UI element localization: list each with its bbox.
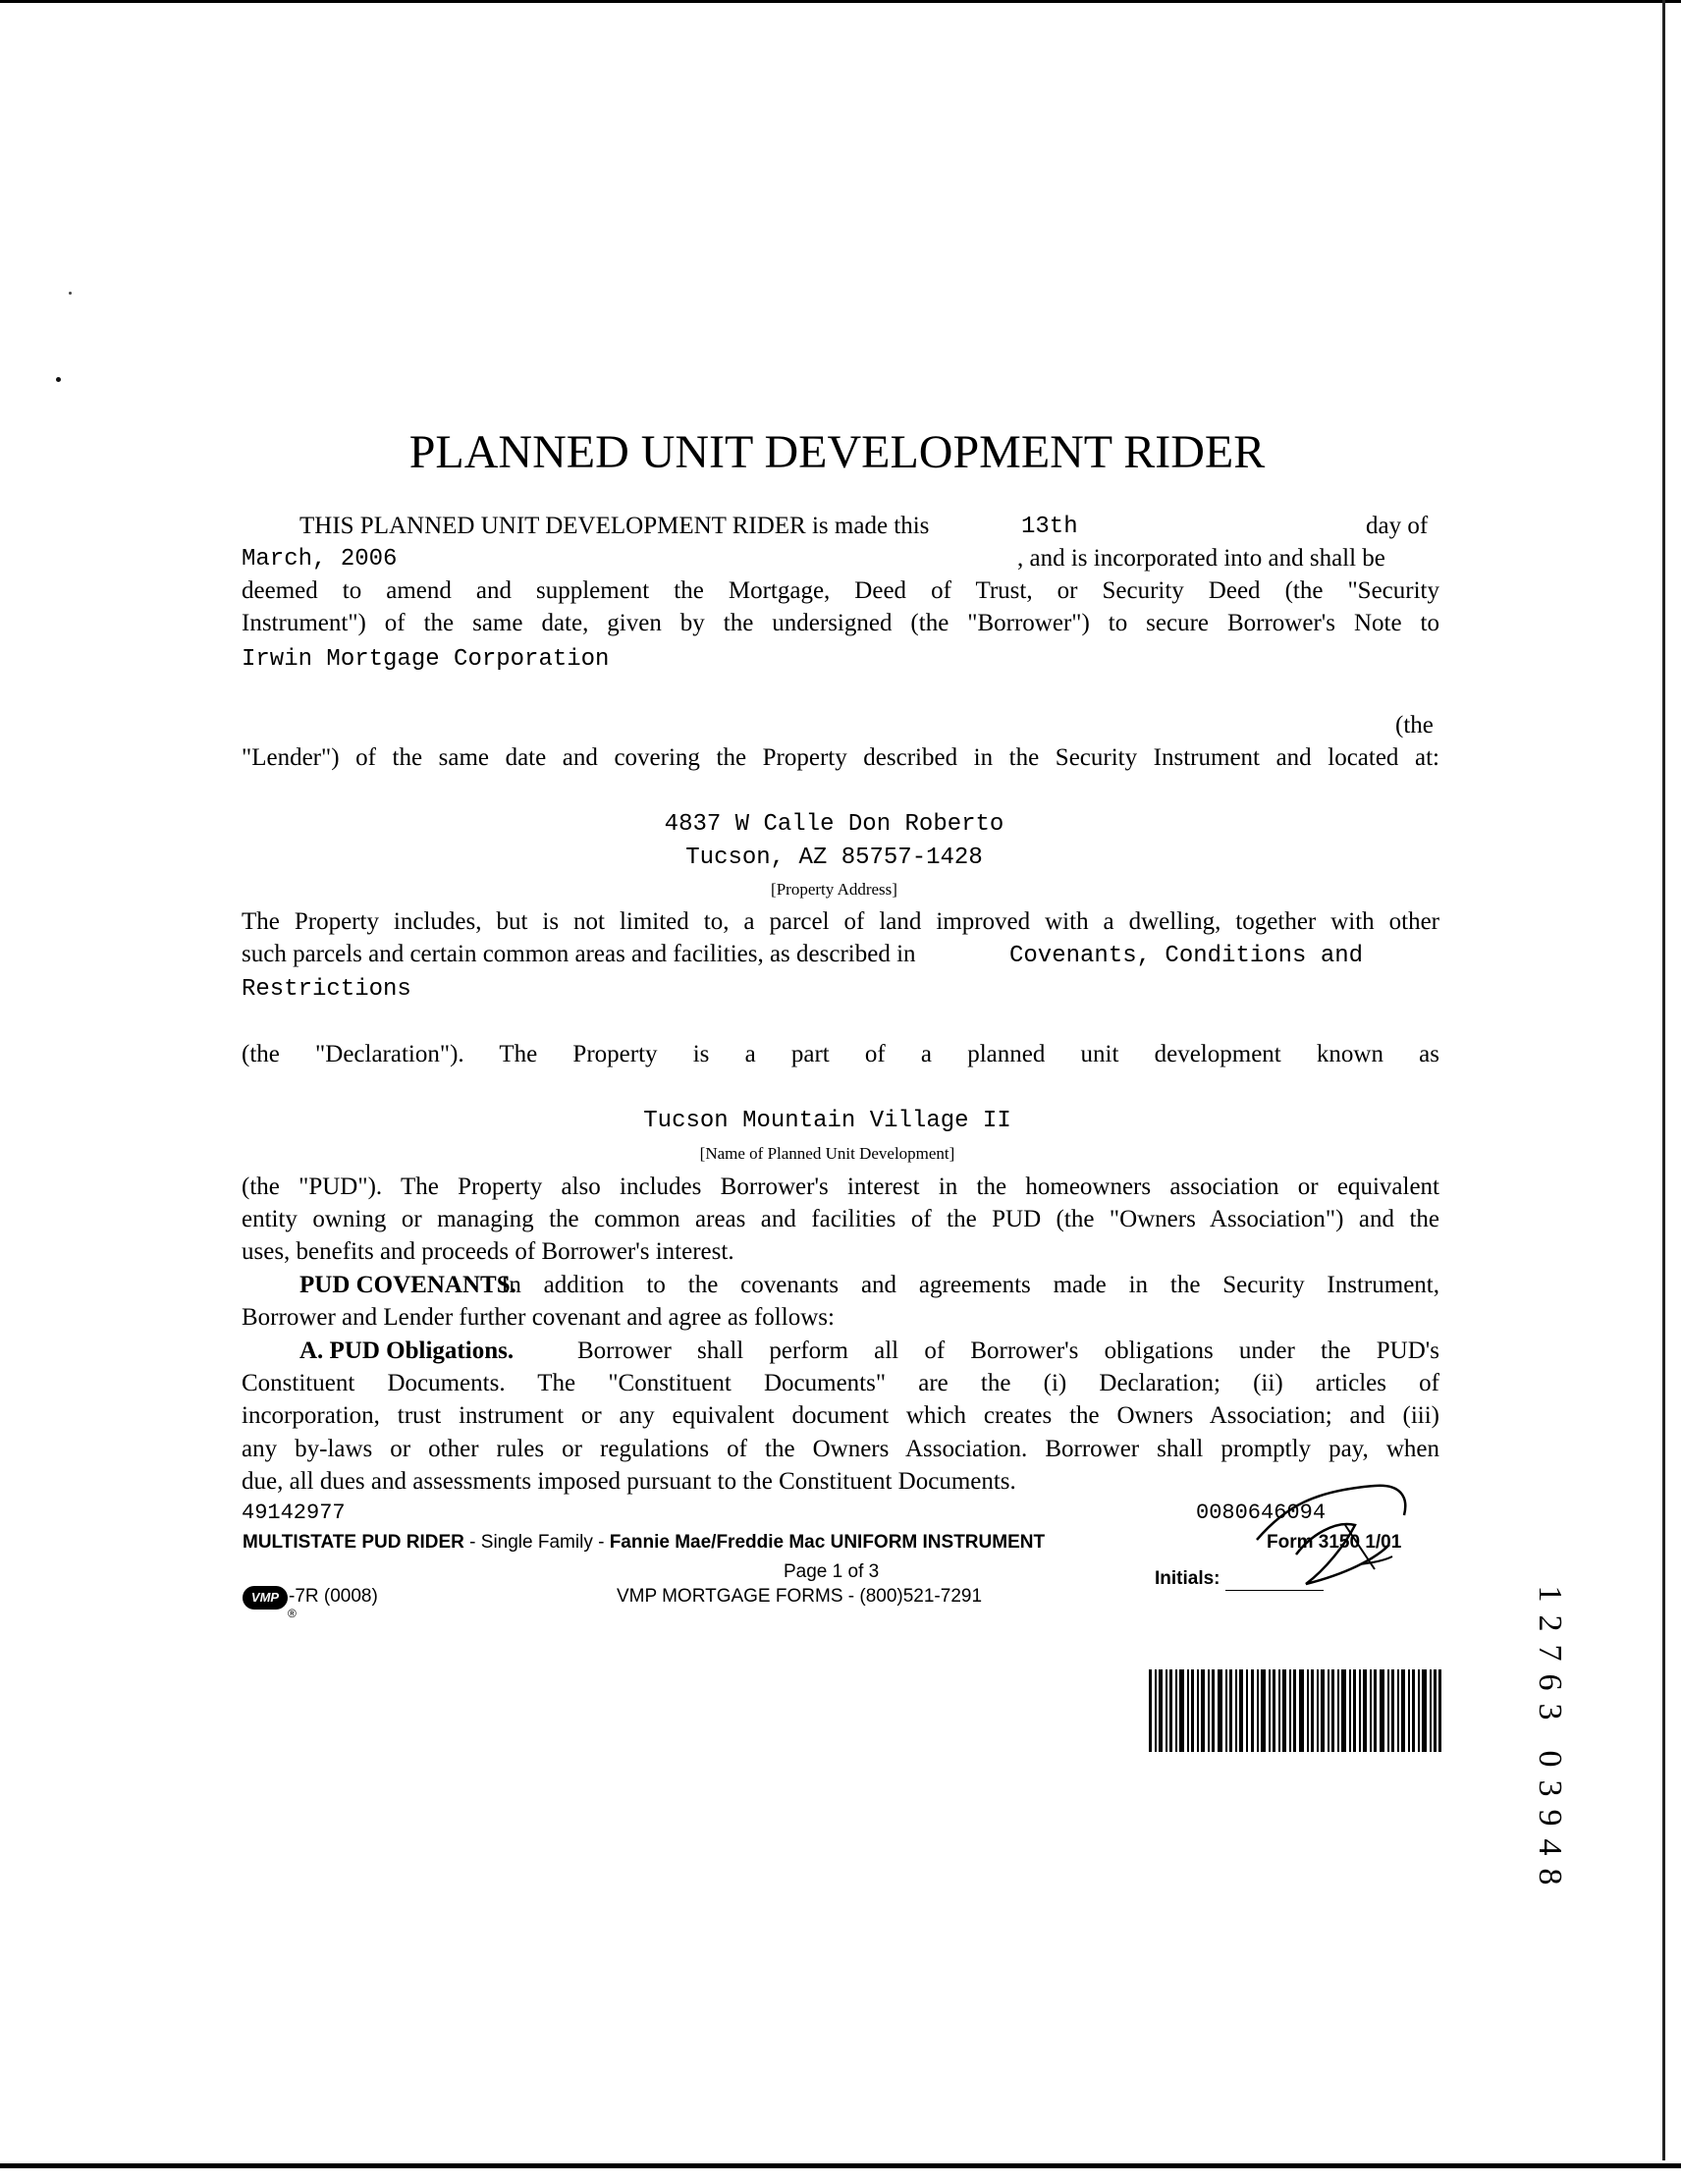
vmp-logo: VMP: [243, 1586, 288, 1610]
intro-line-6: "Lender") of the same date and covering the Property described in the Security Instrument and located at:: [242, 744, 1439, 771]
intro-the-open: (the: [1395, 712, 1434, 738]
declaration-name-2: Restrictions: [242, 976, 411, 1003]
scan-edge-right: [1662, 0, 1665, 2160]
section-a-line-4: any by-laws or other rules or regulations of the Owners Association. Borrower shall promptly pay, when: [242, 1436, 1439, 1462]
intro-line-2: , and is incorporated into and shall be: [1017, 545, 1385, 572]
side-digit: 8: [1532, 1868, 1568, 1885]
property-address-line-1: 4837 W Calle Don Roberto: [664, 811, 1004, 838]
scan-speck: [69, 292, 72, 295]
side-digit: 3: [1532, 1703, 1568, 1720]
side-recording-number: [1530, 1579, 1569, 1885]
side-digit: 2: [1532, 1614, 1568, 1632]
side-digit: 0: [1532, 1750, 1568, 1768]
section-a-heading: A. PUD Obligations.: [299, 1338, 515, 1364]
property-address-caption: [Property Address]: [771, 880, 897, 899]
form-title-uniform: Fannie Mae/Freddie Mac UNIFORM INSTRUMENT: [609, 1532, 1046, 1553]
vmp-registered-mark: ®: [288, 1607, 297, 1620]
loan-number-right: 0080646094: [1196, 1501, 1327, 1525]
initials-label: Initials:: [1155, 1568, 1220, 1589]
side-digit: 4: [1532, 1838, 1568, 1856]
side-digit: 1: [1532, 1585, 1568, 1603]
property-address-line-2: Tucson, AZ 85757-1428: [685, 845, 983, 871]
page-title: PLANNED UNIT DEVELOPMENT RIDER: [408, 426, 1266, 478]
scan-edge-top: [0, 0, 1681, 3]
page-number: Page 1 of 3: [784, 1561, 880, 1582]
form-title-sub: - Single Family -: [463, 1532, 610, 1553]
intro-line-4: Instrument") of the same date, given by the undersigned (the "Borrower") to secure Borrower's Note to: [242, 610, 1439, 636]
pud-paragraph-line-1: (the "PUD"). The Property also includes Borrower's interest in the homeowners association or equivalent: [242, 1174, 1439, 1200]
intro-month-year: March, 2006: [242, 546, 398, 573]
intro-line-1: THIS PLANNED UNIT DEVELOPMENT RIDER is made this: [299, 513, 930, 539]
side-digit: 7: [1532, 1644, 1568, 1662]
property-includes-line-1: The Property includes, but is not limited to, a parcel of land improved with a dwelling, together with other: [242, 908, 1439, 935]
pud-paragraph-line-3: uses, benefits and proceeds of Borrower's interest.: [242, 1238, 734, 1265]
barcode: [1149, 1669, 1441, 1752]
pud-name-caption: [Name of Planned Unit Development]: [699, 1144, 955, 1163]
initials-signature: [1227, 1466, 1424, 1604]
loan-number-left: 49142977: [242, 1501, 346, 1525]
vmp-forms-contact: VMP MORTGAGE FORMS - (800)521-7291: [617, 1586, 983, 1607]
side-digit: 3: [1532, 1779, 1568, 1797]
pud-paragraph-line-2: entity owning or managing the common areas and facilities of the PUD (the "Owners Association") and the: [242, 1206, 1439, 1232]
section-a-line-2: Constituent Documents. The "Constituent Documents" are the (i) Declaration; (ii) articles of: [242, 1370, 1439, 1396]
declaration-name-1: Covenants, Conditions and: [1009, 943, 1364, 969]
side-digit: 9: [1532, 1809, 1568, 1827]
form-title-main: MULTISTATE PUD RIDER: [243, 1532, 464, 1553]
intro-line-3: deemed to amend and supplement the Mortgage, Deed of Trust, or Security Deed (the "Security: [242, 577, 1439, 604]
form-number: Form 3150 1/01: [1267, 1532, 1402, 1553]
intro-day-of: day of: [1366, 513, 1429, 539]
property-includes-line-4: (the "Declaration"). The Property is a part of a planned unit development known as: [242, 1041, 1439, 1067]
vmp-code: -7R (0008): [289, 1586, 378, 1607]
covenants-line-1: In addition to the covenants and agreements made in the Security Instrument,: [501, 1272, 1439, 1298]
scan-speck: [56, 377, 61, 382]
pud-name: Tucson Mountain Village II: [643, 1108, 1011, 1134]
lender-name: Irwin Mortgage Corporation: [242, 646, 610, 673]
side-digit: 6: [1532, 1673, 1568, 1691]
property-includes-line-2: such parcels and certain common areas and facilities, as described in: [242, 941, 916, 967]
covenants-line-2: Borrower and Lender further covenant and agree as follows:: [242, 1304, 835, 1331]
section-a-line-3: incorporation, trust instrument or any equivalent document which creates the Owners Association; and (iii): [242, 1402, 1439, 1429]
intro-day: 13th: [1021, 514, 1078, 540]
section-a-line-5: due, all dues and assessments imposed pursuant to the Constituent Documents.: [242, 1468, 1016, 1495]
scan-edge-bottom: [0, 2163, 1681, 2168]
covenants-heading: PUD COVENANTS.: [299, 1272, 516, 1298]
form-title: [243, 1532, 1045, 1554]
section-a-line-1: Borrower shall perform all of Borrower's obligations under the PUD's: [577, 1338, 1439, 1364]
